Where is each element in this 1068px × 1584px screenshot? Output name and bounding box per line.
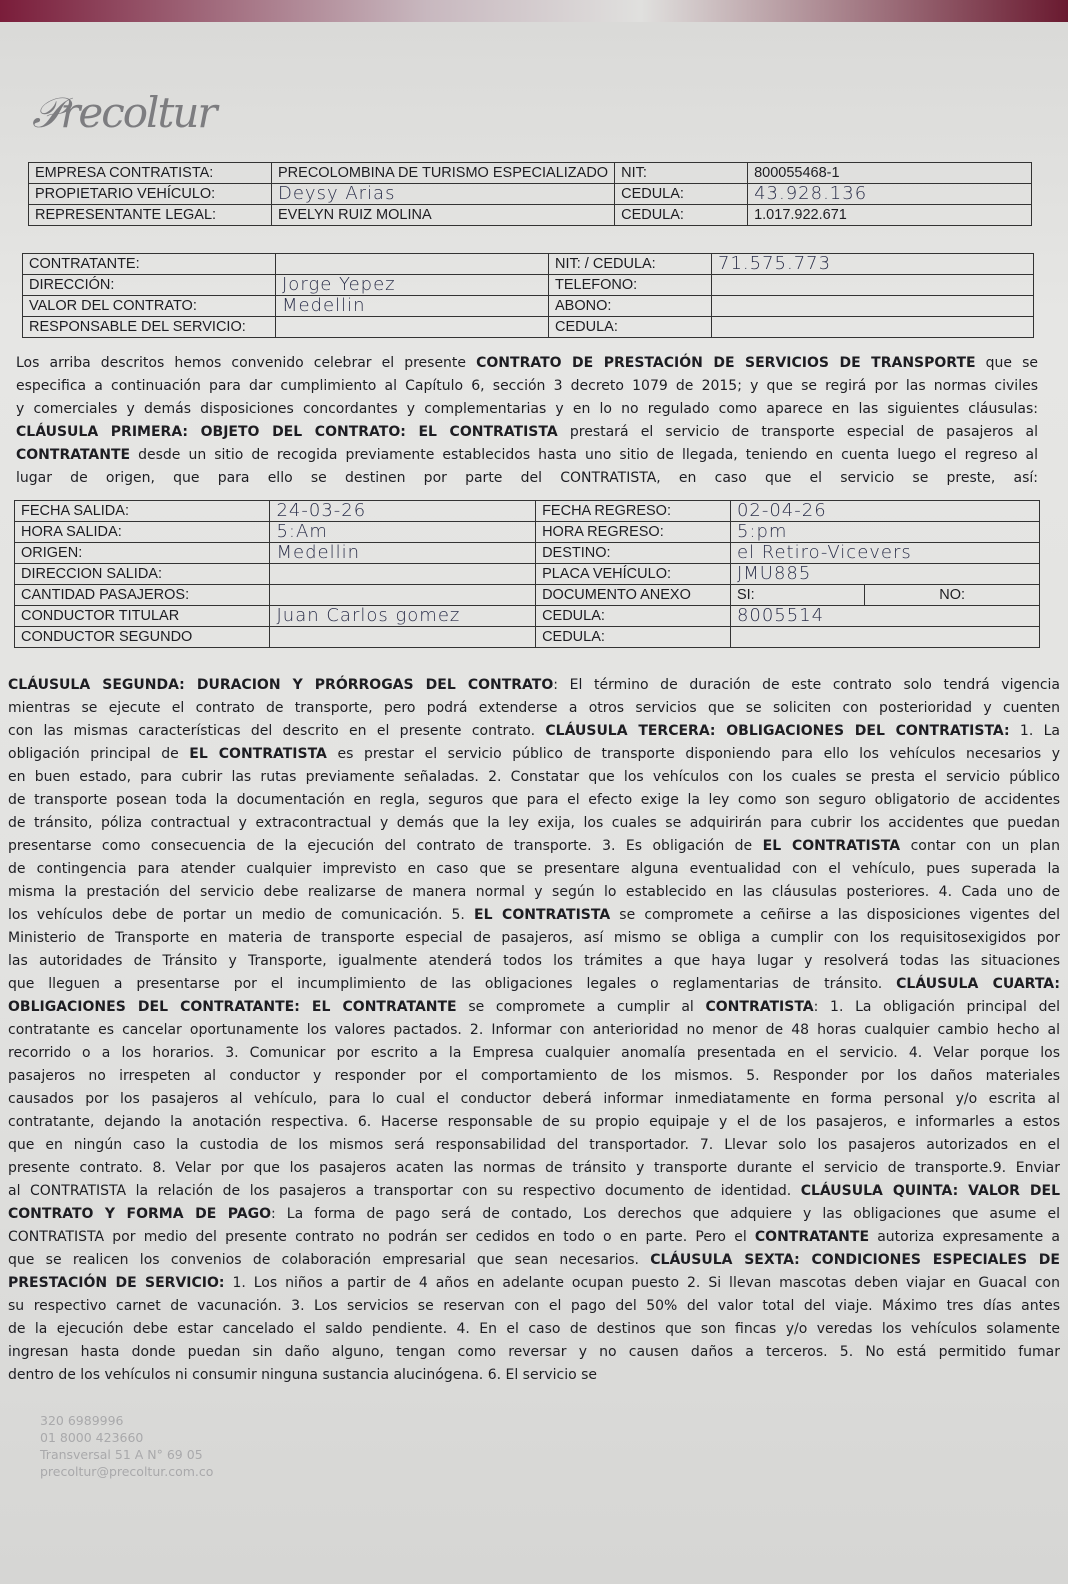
clause-text: las autoridades de Tránsito y Transporte, igualmente atenderá todos los trámites a que haya lugar y resolverá todas las situaciones <box>8 953 1060 969</box>
clause-heading: CONTRATO Y FORMA DE PAGO <box>8 1206 271 1222</box>
clause-text: es prestar el servicio público de transporte disponiendo para ello los vehículos necesarios y <box>326 746 1061 762</box>
clause-text: de transporte posean toda la documentación en regla, seguros que para el efecto exige la ley como son seguro obligatorio de accidentes <box>8 792 1060 808</box>
field-value: 43.928.136 <box>748 184 1032 205</box>
table-row <box>23 317 1034 338</box>
field-label: CEDULA: <box>615 205 748 226</box>
clause-text: que en ningún caso la custodia de los mismos será responsabilidad del transportador. 7. Llevar solo los pasajeros autorizados en el <box>8 1137 1060 1153</box>
clause-heading: CLÁUSULA QUINTA: VALOR DEL <box>800 1183 1061 1199</box>
clause-text: que se realicen los convenios de colaboración empresarial que sean necesarios. <box>8 1252 651 1268</box>
field-value <box>276 254 549 275</box>
clause-text: de tránsito, póliza contractual y extracontractual y demás que la ley exija, los cuales se adquirirán para cubrir los accidentes que puedan <box>8 815 1060 831</box>
field-value: Medellin <box>270 543 536 564</box>
text-line <box>8 1019 1060 1042</box>
phone-landline: 01 8000 423660 <box>40 1430 144 1445</box>
field-value: Juan Carlos gomez <box>270 606 536 627</box>
text-line <box>16 444 1038 467</box>
table-row <box>15 564 1040 585</box>
field-value: 800055468-1 <box>748 163 1032 184</box>
company-table <box>28 162 1032 226</box>
clause-text: que se <box>975 355 1039 371</box>
table-row <box>15 585 1040 606</box>
text-line <box>16 375 1038 398</box>
field-label: NIT: <box>615 163 748 184</box>
field-value <box>270 627 536 648</box>
background-fabric <box>0 0 1068 22</box>
clause-text: presente contrato. 8. Velar por que los pasajeros acaten las normas de tránsito y transporte durante el servicio de transporte.9. Enviar <box>8 1160 1060 1176</box>
field-label: NIT: / CEDULA: <box>549 254 712 275</box>
clause-heading: EL CONTRATISTA <box>762 838 901 854</box>
field-value: EVELYN RUIZ MOLINA <box>272 205 615 226</box>
field-value <box>270 585 536 606</box>
table-row <box>29 184 1032 205</box>
field-label: HORA REGRESO: <box>536 522 731 543</box>
clause-text: autoriza expresamente a <box>869 1229 1060 1245</box>
clause-heading: CLÁUSULA CUARTA: <box>896 976 1060 992</box>
text-line <box>8 1341 1060 1364</box>
field-value: 5:pm <box>730 522 1039 543</box>
field-value: JMU885 <box>730 564 1039 585</box>
field-value: 5:Am <box>270 522 536 543</box>
clause-heading: CLÁUSULA TERCERA: OBLIGACIONES DEL CONTRATISTA: <box>545 723 1010 739</box>
clause-text: contratante, dejando la anotación respectiva. 6. Hacerse responsable de su propio equipaje y el de los pasajeros, e informarles a estos <box>8 1114 1060 1130</box>
clause-text: : La forma de pago será de contado, Los derechos que adquiere y las obligaciones que asume el <box>270 1206 1060 1222</box>
text-line <box>16 398 1038 421</box>
field-label: DESTINO: <box>536 543 731 564</box>
clause-text: pasajeros no irrespeten al conductor y responder por el comportamiento de los mismos. 5. Responder por los daños materiales <box>8 1068 1060 1084</box>
clause-heading: CLÁUSULA SEXTA: CONDICIONES ESPECIALES DE <box>650 1252 1060 1268</box>
field-label: TELEFONO: <box>549 275 712 296</box>
field-value: 8005514 <box>730 606 1039 627</box>
text-line <box>8 1042 1060 1065</box>
text-line <box>8 1157 1060 1180</box>
text-line <box>16 467 1038 490</box>
field-label: REPRESENTANTE LEGAL: <box>29 205 272 226</box>
clause-text: : El término de duración de este contrato solo tendrá vigencia <box>553 677 1060 693</box>
text-line <box>8 927 1060 950</box>
clause-text: Ministerio de Transporte en materia de transporte especial de pasajeros, así mismo se obliga a cumplir con los requisitosexigidos por <box>8 930 1060 946</box>
client-table <box>22 253 1034 338</box>
text-line <box>8 973 1060 996</box>
clause-text: : 1. La obligación principal del <box>813 999 1060 1015</box>
field-label: VALOR DEL CONTRATO: <box>23 296 276 317</box>
clause-text: de contingencia para atender cualquier imprevisto en caso que se presentare alguna eventualidad con el vehículo, pues superada la <box>8 861 1060 877</box>
text-line <box>8 812 1060 835</box>
text-line <box>8 1249 1060 1272</box>
clause-heading: CLÁUSULA PRIMERA: OBJETO DEL CONTRATO: EL CONTRATISTA <box>16 424 558 440</box>
field-value: el Retiro-Vicevers <box>730 543 1039 564</box>
text-line <box>8 1203 1060 1226</box>
field-value: 02-04-26 <box>730 501 1039 522</box>
field-value: NO: <box>865 585 1040 606</box>
clause-text: su respectivo carnet de vacunación. 3. Los servicios se reservan con el pago del 50% del valor total del viaje. Máximo tres días antes <box>8 1298 1060 1314</box>
clause-heading: EL CONTRATISTA <box>474 907 611 923</box>
field-label: HORA SALIDA: <box>15 522 270 543</box>
clause-heading: CONTRATANTE <box>754 1229 870 1245</box>
company-logo: 𝒫recoltur <box>32 88 216 137</box>
field-label: FECHA REGRESO: <box>536 501 731 522</box>
field-label: DOCUMENTO ANEXO <box>536 585 731 606</box>
field-value <box>712 275 1034 296</box>
clause-heading: PRESTACIÓN DE SERVICIO: <box>8 1275 225 1291</box>
clause-heading: CLÁUSULA SEGUNDA: DURACION Y PRÓRROGAS DEL CONTRATO <box>8 677 554 693</box>
clause-text: Los arriba descritos hemos convenido celebrar el presente <box>16 355 477 371</box>
field-label: CEDULA: <box>615 184 748 205</box>
field-value <box>276 317 549 338</box>
field-label: CONTRATANTE: <box>23 254 276 275</box>
clause-text: los vehículos debe de portar un medio de comunicación. 5. <box>8 907 475 923</box>
field-label: CEDULA: <box>549 317 712 338</box>
text-line <box>8 950 1060 973</box>
text-line <box>16 352 1038 375</box>
clause-text: y comerciales y demás disposiciones concordantes y complementarias y en lo no regulado como aparece en las siguientes cláusulas: <box>16 401 1038 417</box>
field-value: 71.575.773 <box>712 254 1034 275</box>
clause-text: especifica a continuación para dar cumplimiento al Capítulo 6, sección 3 decreto 1079 de 2015; y que se regirá por las normas civiles <box>16 378 1038 394</box>
text-line <box>8 1272 1060 1295</box>
field-label: PROPIETARIO VEHÍCULO: <box>29 184 272 205</box>
field-label: ABONO: <box>549 296 712 317</box>
text-line <box>8 1111 1060 1134</box>
field-value: Medellin <box>276 296 549 317</box>
clause-text: que lleguen a presentarse por el incumplimiento de las obligaciones legales o reglamentarias de tránsito. <box>8 976 897 992</box>
field-value: 24-03-26 <box>270 501 536 522</box>
text-line <box>8 904 1060 927</box>
clause-text: con las mismas características del descrito en el presente contrato. <box>8 723 546 739</box>
field-value: PRECOLOMBINA DE TURISMO ESPECIALIZADO <box>272 163 615 184</box>
field-value: SI: <box>730 585 864 606</box>
field-label: CANTIDAD PASAJEROS: <box>15 585 270 606</box>
field-label: CONDUCTOR TITULAR <box>15 606 270 627</box>
table-row <box>15 606 1040 627</box>
email: precoltur@precoltur.com.co <box>40 1464 214 1479</box>
text-line <box>8 1088 1060 1111</box>
field-value: 1.017.922.671 <box>748 205 1032 226</box>
clause-text: lugar de origen, que para ello se destinen por parte del CONTRATISTA, en caso que el servicio se preste, así: <box>16 470 1038 486</box>
clause-text: recorrido o a los horarios. 3. Comunicar por escrito a la Empresa cualquier anomalía presentada en el servicio. 4. Velar porque los <box>8 1045 1060 1061</box>
field-value <box>270 564 536 585</box>
clause-text: dentro de los vehículos ni consumir ninguna sustancia alucinógena. 6. El servicio se <box>8 1367 598 1383</box>
clause-text: causados por los pasajeros al vehículo, para lo cual el conductor deberá informar inmediatamente en forma personal y/o escrita al <box>8 1091 1060 1107</box>
text-line <box>8 1134 1060 1157</box>
field-value <box>712 317 1034 338</box>
field-value <box>712 296 1034 317</box>
phone-mobile: 320 6989996 <box>40 1413 124 1428</box>
clause-text: CONTRATISTA por medio del presente contrato no podrán ser cedidos en todo o en parte. Pero el <box>8 1229 755 1245</box>
clause-text: prestará el servicio de transporte especial de pasajeros al <box>557 424 1039 440</box>
text-line <box>8 1180 1060 1203</box>
field-value: Jorge Yepez <box>276 275 549 296</box>
address: Transversal 51 A N° 69 05 <box>40 1447 203 1462</box>
clause-text: 1. La <box>1009 723 1060 739</box>
field-label: EMPRESA CONTRATISTA: <box>29 163 272 184</box>
text-line <box>8 1318 1060 1341</box>
text-line <box>8 835 1060 858</box>
field-label: DIRECCION SALIDA: <box>15 564 270 585</box>
clause-text: en buen estado, para cubrir las rutas previamente señaladas. 2. Constatar que los vehículos con los cuales se presta el servicio público <box>8 769 1060 785</box>
field-value: Deysy Arias <box>272 184 615 205</box>
trip-table <box>14 500 1040 648</box>
intro-paragraph <box>16 352 1038 490</box>
text-line <box>8 996 1060 1019</box>
text-line <box>8 1065 1060 1088</box>
text-line <box>16 421 1038 444</box>
clause-heading: EL CONTRATISTA <box>189 746 327 762</box>
clause-heading: OBLIGACIONES DEL CONTRATANTE: EL CONTRATANTE <box>8 999 457 1015</box>
company-contact-footer <box>40 1412 213 1480</box>
clause-text: contratante es cancelar oportunamente los valores pactados. 2. Informar con anterioridad no menor de 48 horas cualquier cambio hecho al <box>8 1022 1060 1038</box>
text-line <box>8 1295 1060 1318</box>
table-row <box>15 627 1040 648</box>
table-row <box>15 543 1040 564</box>
clause-heading: CONTRATISTA <box>705 999 814 1015</box>
text-line <box>8 1364 1060 1387</box>
text-line <box>8 858 1060 881</box>
text-line <box>8 697 1060 720</box>
clause-text: de la ejecución debe estar cancelado el saldo pendiente. 4. En el caso de destinos que son fincas y/o veredas los vehículos solamente <box>8 1321 1060 1337</box>
field-label: CEDULA: <box>536 606 731 627</box>
clause-text: mientras se ejecute el contrato de transporte, pero podrá extenderse a otros servicios que se soliciten con posterioridad y cuenten <box>8 700 1060 716</box>
clause-heading: CONTRATO DE PRESTACIÓN DE SERVICIOS DE TRANSPORTE <box>476 355 976 371</box>
clauses-paragraph <box>8 674 1060 1387</box>
text-line <box>8 720 1060 743</box>
field-label: FECHA SALIDA: <box>15 501 270 522</box>
table-row <box>23 296 1034 317</box>
clause-text: misma la prestación del servicio debe realizarse de manera normal y según lo establecido en las cláusulas posteriores. 4. Cada uno de <box>8 884 1060 900</box>
table-row <box>29 205 1032 226</box>
table-row <box>29 163 1032 184</box>
text-line <box>8 789 1060 812</box>
field-label: ORIGEN: <box>15 543 270 564</box>
field-value <box>730 627 1039 648</box>
text-line <box>8 766 1060 789</box>
field-label: RESPONSABLE DEL SERVICIO: <box>23 317 276 338</box>
field-label: CONDUCTOR SEGUNDO <box>15 627 270 648</box>
clause-text: contar con un plan <box>900 838 1061 854</box>
table-row <box>15 501 1040 522</box>
clause-text: ingresan hasta donde puedan sin daño alguno, tengan como reversar y no causen daños a terceros. 5. No está permitido fumar <box>8 1344 1060 1360</box>
clause-text: se compromete a ceñirse a las disposiciones vigentes del <box>610 907 1061 923</box>
field-label: PLACA VEHÍCULO: <box>536 564 731 585</box>
clause-text: obligación principal de <box>8 746 190 762</box>
clause-heading: CONTRATANTE <box>16 447 131 463</box>
field-label: CEDULA: <box>536 627 731 648</box>
clause-text: presentarse como consecuencia de la ejecución del contrato de transporte. 3. Es obligación de <box>8 838 763 854</box>
clause-text: al CONTRATISTA la relación de los pasajeros a transportar con su respectivo documento de identidad. <box>8 1183 801 1199</box>
table-row <box>15 522 1040 543</box>
clause-text: desde un sitio de recogida previamente establecidos hasta uno sitio de llegada, teniendo en cuenta luego el regreso al <box>130 447 1038 463</box>
text-line <box>8 1226 1060 1249</box>
field-label: DIRECCIÓN: <box>23 275 276 296</box>
clause-text: 1. Los niños a partir de 4 años en adelante ocupan puesto 2. Si llevan mascotas deben viajar en Guacal con <box>224 1275 1060 1291</box>
clause-text: se compromete a cumplir al <box>456 999 706 1015</box>
text-line <box>8 881 1060 904</box>
table-row <box>23 275 1034 296</box>
text-line <box>8 674 1060 697</box>
table-row <box>23 254 1034 275</box>
text-line <box>8 743 1060 766</box>
